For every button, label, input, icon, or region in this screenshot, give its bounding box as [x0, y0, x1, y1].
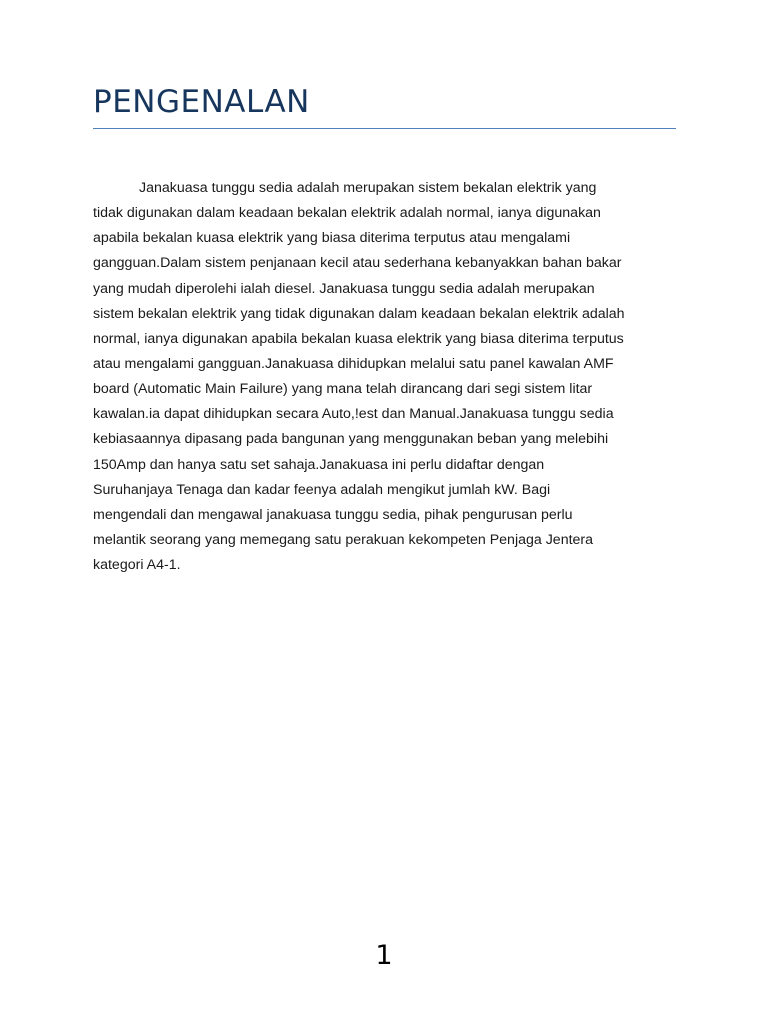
paragraph-line: sistem bekalan elektrik yang tidak digunakan dalam keadaan bekalan elektrik adalah [93, 305, 625, 322]
paragraph-line: mengendali dan mengawal janakuasa tunggu sedia, pihak pengurusan perlu [93, 506, 573, 523]
body-text [93, 176, 677, 578]
paragraph-line: kategori A4-1. [93, 557, 181, 574]
page-title: PENGENALAN [93, 84, 310, 120]
paragraph-line: atau mengalami gangguan.Janakuasa dihidupkan melalui satu panel kawalan AMF [93, 355, 614, 372]
paragraph-line: 150Amp dan hanya satu set sahaja.Janakuasa ini perlu didaftar dengan [93, 456, 545, 473]
paragraph-line: kebiasaannya dipasang pada bangunan yang menggunakan beban yang melebihi [93, 431, 609, 448]
paragraph-line: apabila bekalan kuasa elektrik yang biasa diterima terputus atau mengalami [93, 230, 571, 247]
paragraph-line: yang mudah diperolehi ialah diesel. Janakuasa tunggu sedia adalah merupakan [93, 280, 595, 297]
page-number: 1 [375, 940, 393, 971]
paragraph-line: gangguan.Dalam sistem penjanaan kecil atau sederhana kebanyakkan bahan bakar [93, 255, 622, 272]
paragraph-line: board (Automatic Main Failure) yang mana telah dirancang dari segi sistem litar [93, 381, 593, 398]
paragraph-line: Janakuasa tunggu sedia adalah merupakan sistem bekalan elektrik yang [139, 180, 597, 196]
paragraph [93, 176, 677, 578]
paragraph-line: normal, ianya digunakan apabila bekalan kuasa elektrik yang biasa diterima terputus [93, 330, 624, 347]
paragraph-line: kawalan.ia dapat dihidupkan secara Auto,!est dan Manual.Janakuasa tunggu sedia [93, 406, 614, 423]
paragraph-line: tidak digunakan dalam keadaan bekalan elektrik adalah normal, ianya digunakan [93, 205, 601, 222]
paragraph-line: Suruhanjaya Tenaga dan kadar feenya adalah mengikut jumlah kW. Bagi [93, 481, 551, 498]
title-divider [93, 128, 676, 129]
paragraph-line: melantik seorang yang memegang satu perakuan kekompeten Penjaga Jentera [93, 531, 594, 548]
